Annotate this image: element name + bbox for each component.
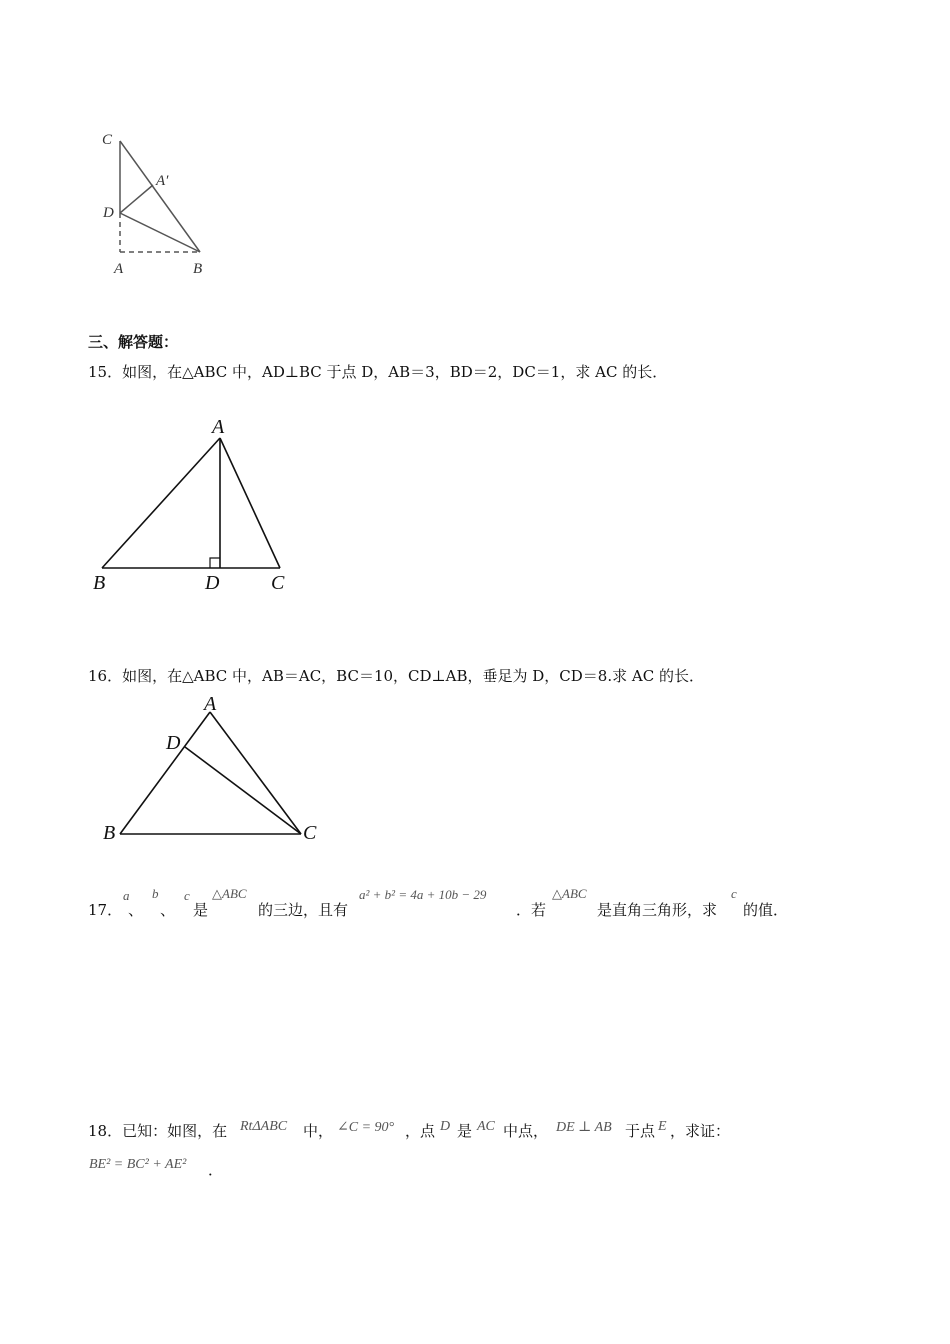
question-15-text: 15．如图，在△ABC 中，AD⊥BC 于点 D，AB＝3，BD＝2，DC＝1，求 AC 的长． [88,363,668,381]
side-AC [210,712,301,834]
question-18-start: 18．已知：如图，在 [88,1122,228,1140]
segment-DB [120,213,200,252]
text-point: ，点 [405,1122,436,1140]
figure-fold-triangle [95,125,225,285]
point-e: E [658,1119,667,1134]
label-A: A [204,693,217,715]
side-AC [220,438,280,568]
separator-2: 、 [160,901,176,919]
segment-ac: AC [477,1119,495,1134]
text-zhong: 中， [303,1122,334,1140]
text-midpoint: 中点， [503,1122,549,1140]
right-angle-mark [210,558,220,568]
label-C: C [303,822,317,844]
var-c: c [184,888,190,903]
label-C: C [102,132,113,148]
text-prove: ，求证： [670,1122,731,1140]
text-at-point: 于点 [625,1122,656,1140]
text-if: ．若 [516,901,547,919]
figure-q16-triangle [95,692,330,847]
text-end: ． [208,1161,224,1179]
text-three-sides: 的三边，且有 [258,901,349,919]
rt-triangle-abc: RtΔABC [240,1119,288,1134]
label-D: D [103,205,114,221]
side-AB [102,438,220,568]
var-c-2: c [731,886,737,901]
text-shi: 是 [193,901,209,919]
text-value: 的值． [743,901,789,919]
var-a: a [123,888,130,903]
equation-q17: a² + b² = 4a + 10b − 29 [359,887,487,902]
side-AB [120,712,210,834]
label-A: A [114,261,124,277]
segment-CD [185,747,301,834]
var-b: b [152,886,159,901]
label-B: B [93,572,106,594]
text-right-triangle: 是直角三角形，求 [597,901,718,919]
equation-q18: BE² = BC² + AE² [89,1157,187,1172]
section-title: 三、解答题： [88,333,179,351]
label-B: B [103,822,116,844]
segment-CB [120,141,200,252]
label-A: A [212,416,225,438]
text-is: 是 [457,1122,473,1140]
figure-q15-triangle [88,410,308,595]
triangle-abc-2: △ABC [552,886,587,901]
label-A-prime: A′ [156,173,169,189]
triangle-abc-1: △ABC [212,886,247,901]
question-16-text: 16．如图，在△ABC 中，AB＝AC，BC＝10，CD⊥AB，垂足为 D，CD＝8.求 AC 的长． [88,667,704,685]
label-D: D [205,572,220,594]
angle-c-90: ∠C = 90° [337,1120,395,1135]
separator-1: 、 [128,901,144,919]
segment-DA-prime [120,185,153,213]
label-C: C [271,572,285,594]
de-perp-ab: DE ⊥ AB [556,1120,612,1135]
label-B: B [193,261,203,277]
question-17-number: 17． [88,901,123,919]
point-d: D [440,1119,451,1134]
label-D: D [166,732,181,754]
